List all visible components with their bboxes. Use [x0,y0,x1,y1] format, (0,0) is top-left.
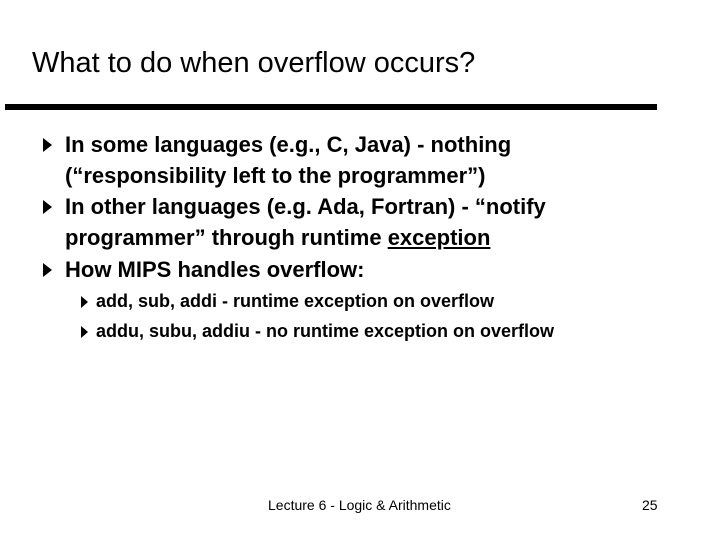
right-triangle-bullet-icon [43,263,52,277]
underlined-term: exception [387,225,491,250]
sub-bullet-text: add, sub, addi - runtime exception on overflow [96,291,495,311]
footer-text: Lecture 6 - Logic & Arithmetic [268,497,451,513]
right-triangle-bullet-icon [43,200,52,214]
bullet-text [43,191,643,253]
bullet-item-1 [43,129,643,191]
bullet-item-2 [43,191,643,253]
right-triangle-bullet-icon [81,326,88,338]
slide-title: What to do when overflow occurs? [32,47,476,79]
bullet-text: How MIPS handles overflow: [65,257,365,282]
sub-bullet-item-1 [81,286,681,316]
title-divider [5,104,657,110]
sub-bullet-item-2 [81,316,681,346]
bullet-text-main: In other languages (e.g. Ada, Fortran) - “notify programmer” through runtime [65,194,546,250]
right-triangle-bullet-icon [81,296,88,308]
sub-bullet-text: addu, subu, addiu - no runtime exception on overflow [96,321,555,341]
page-number: 25 [642,497,658,513]
bullet-text: In some languages (e.g., C, Java) - nothing (“responsibility left to the programmer”) [65,132,512,188]
right-triangle-bullet-icon [43,138,52,152]
bullet-item-3 [43,254,643,285]
